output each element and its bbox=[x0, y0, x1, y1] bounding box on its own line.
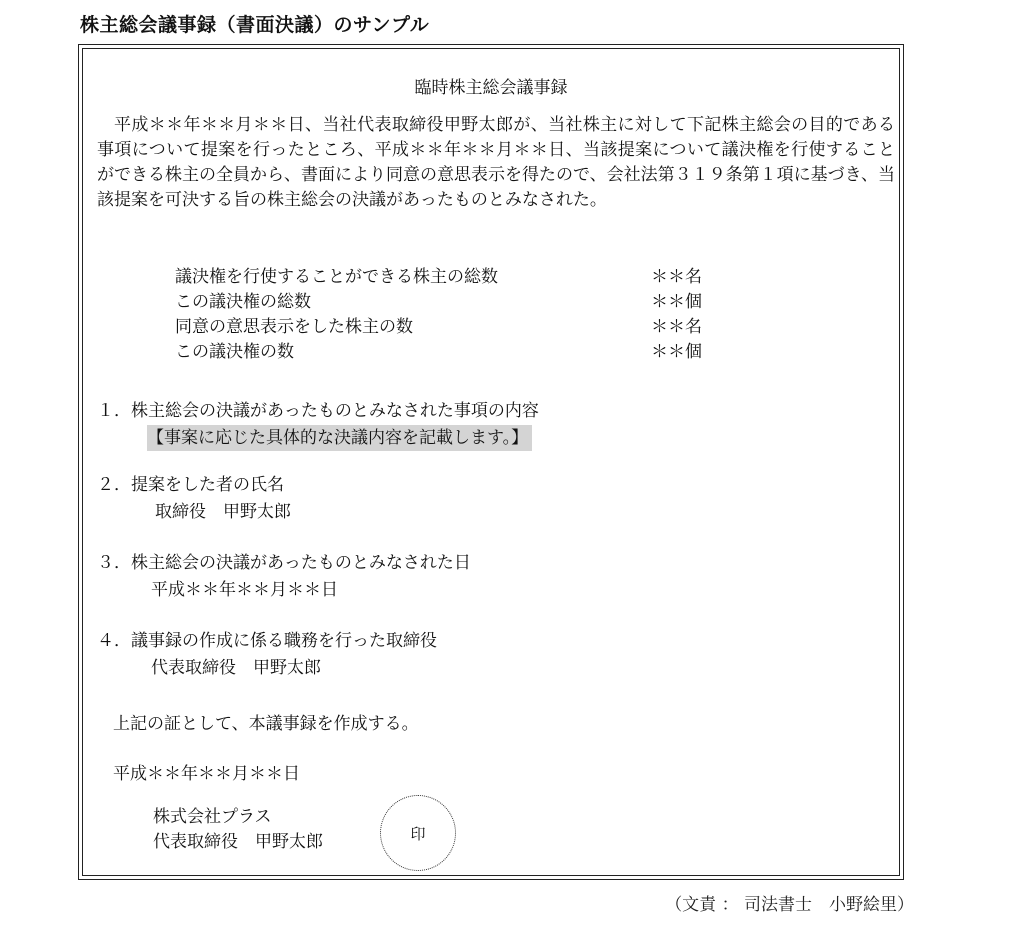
item-heading: ４．議事録の作成に係る職務を行った取締役 bbox=[97, 631, 437, 651]
stat-row bbox=[175, 265, 735, 290]
page-heading: 株主総会議事録（書面決議）のサンプル bbox=[80, 14, 430, 36]
document-title: 臨時株主総会議事録 bbox=[414, 78, 568, 98]
closing-statement: 上記の証として、本議事録を作成する。 bbox=[113, 714, 419, 734]
stat-label: この議決権の総数 bbox=[175, 292, 311, 312]
stat-label: この議決権の数 bbox=[175, 342, 294, 362]
item-heading: ３．株主総会の決議があったものとみなされた日 bbox=[97, 553, 471, 573]
vote-statistics bbox=[175, 265, 735, 365]
resolution-item-1 bbox=[97, 397, 539, 451]
stat-row bbox=[175, 315, 735, 340]
document-inner-frame bbox=[82, 48, 900, 876]
stat-value: ＊＊名 bbox=[651, 317, 702, 337]
document-date: 平成＊＊年＊＊月＊＊日 bbox=[113, 764, 300, 784]
resolution-item-2 bbox=[97, 471, 291, 525]
resolution-item-4 bbox=[97, 627, 437, 681]
stat-label: 議決権を行使することができる株主の総数 bbox=[175, 267, 498, 287]
item-heading: ２．提案をした者の氏名 bbox=[97, 475, 284, 495]
seal-stamp bbox=[380, 795, 456, 871]
item-heading: １．株主総会の決議があったものとみなされた事項の内容 bbox=[97, 401, 539, 421]
stat-value: ＊＊個 bbox=[651, 342, 702, 362]
intro-paragraph bbox=[97, 113, 895, 213]
stat-value: ＊＊個 bbox=[651, 292, 702, 312]
item-body: 平成＊＊年＊＊月＊＊日 bbox=[151, 580, 338, 600]
item-body-highlighted: 【事案に応じた具体的な決議内容を記載します。】 bbox=[147, 425, 532, 451]
seal-label: 印 bbox=[410, 824, 426, 843]
signer-name: 代表取締役 甲野太郎 bbox=[153, 832, 323, 852]
stat-label: 同意の意思表示をした株主の数 bbox=[175, 317, 413, 337]
document-frame bbox=[78, 44, 904, 880]
item-body: 代表取締役 甲野太郎 bbox=[151, 658, 321, 678]
stat-value: ＊＊名 bbox=[651, 267, 702, 287]
intro-text: 平成＊＊年＊＊月＊＊日、当社代表取締役甲野太郎が、当社株主に対して下記株主総会の目的である事項について提案を行ったところ、平成＊＊年＊＊月＊＊日、当該提案について議決権を行使することができる株主の全員から、書面により同意の意思表示を得たので、会社法第３１９条第１項に基づき、当該提案を可決する旨の株主総会の決議があったものとみなされた。 bbox=[97, 115, 895, 210]
signature-block bbox=[153, 805, 323, 855]
item-body: 取締役 甲野太郎 bbox=[155, 502, 291, 522]
attribution: （文責 ： 司法書士 小野絵里） bbox=[665, 895, 914, 915]
resolution-item-3 bbox=[97, 549, 471, 603]
stat-row bbox=[175, 340, 735, 365]
stat-row bbox=[175, 290, 735, 315]
company-name: 株式会社プラス bbox=[153, 807, 272, 827]
